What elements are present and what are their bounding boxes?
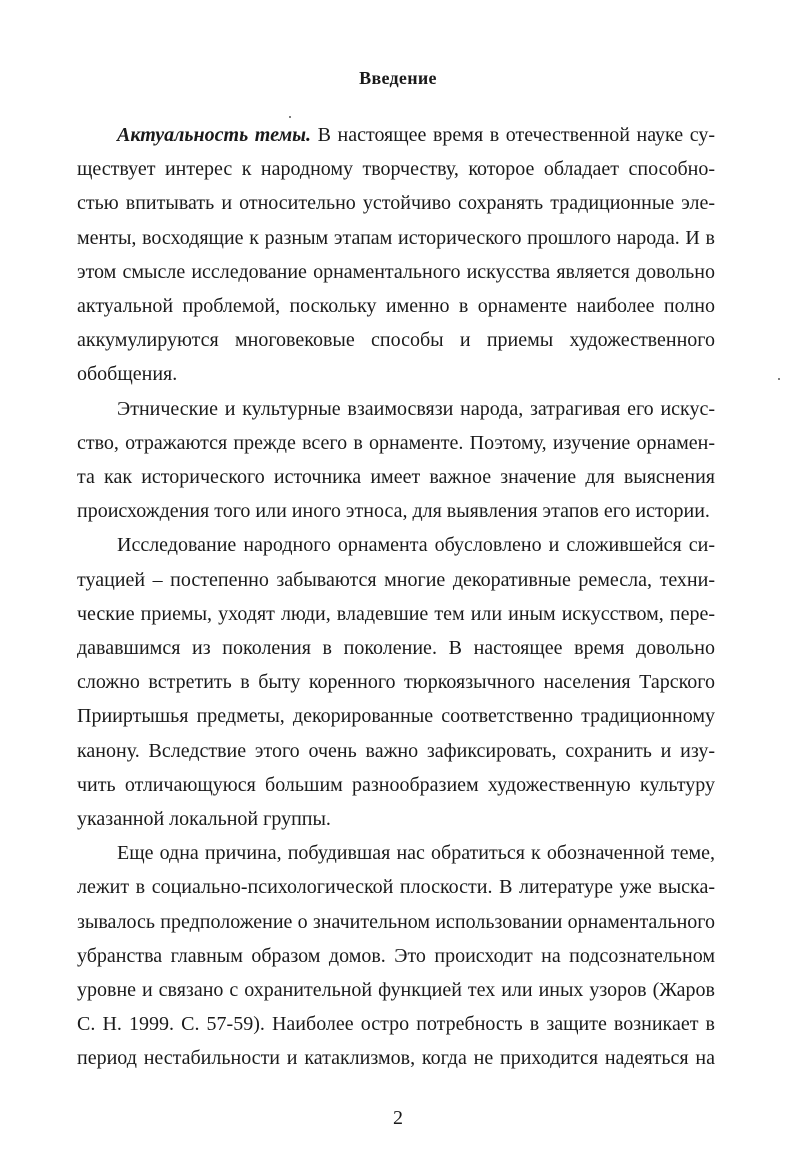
paragraph-research-situation: [77, 528, 715, 836]
paragraph-ethnic-links: [77, 392, 715, 529]
text-line: туацией – постепенно забываются многие декоративные ремесла, техни-: [77, 568, 715, 591]
scan-speck: [289, 116, 291, 118]
page-number: 2: [393, 1107, 403, 1129]
paragraph-relevance: [77, 118, 715, 392]
text-line: та как исторического источника имеет важное значение для выяснения: [77, 466, 715, 489]
text-line: происхождения того или иного этноса, для выявления этапов его истории.: [77, 500, 710, 523]
text-line: дававшимся из поколения в поколение. В настоящее время довольно: [77, 637, 715, 660]
body-text: [77, 118, 715, 1076]
text-line: Актуальность темы. В настоящее время в отечественной науке су-: [117, 124, 715, 146]
text-line: обобщения.: [77, 363, 178, 386]
text-line: Еще одна причина, побудившая нас обратиться к обозначенной теме,: [117, 842, 715, 865]
paragraph-psychological-reason: [77, 836, 715, 1075]
text-line: указанной локальной группы.: [77, 808, 331, 831]
section-title: Введение: [359, 68, 437, 88]
text-line: сложно встретить в быту коренного тюркоязычного населения Тарского: [77, 671, 715, 694]
text-line: чить отличающуюся большим разнообразием художественную культуру: [77, 773, 715, 796]
scan-speck: [778, 378, 780, 380]
text-line: ство, отражаются прежде всего в орнаменте. Поэтому, изучение орнамен-: [77, 431, 715, 454]
text-line: зывалось предположение о значительном использовании орнаментального: [77, 910, 715, 933]
text-line: Исследование народного орнамента обусловлено и сложившейся си-: [117, 534, 715, 557]
text-line: актуальной проблемой, поскольку именно в орнаменте наиболее полно: [77, 295, 715, 318]
text-line: С. Н. 1999. С. 57-59). Наиболее остро потребность в защите возникает в: [77, 1013, 715, 1036]
text-line: Этнические и культурные взаимосвязи народа, затрагивая его искус-: [117, 397, 715, 420]
paragraph-lead: Актуальность темы.: [117, 124, 312, 146]
text-line: менты, восходящие к разным этапам исторического прошлого народа. И в: [77, 226, 715, 249]
text-line: этом смысле исследование орнаментального искусства является довольно: [77, 260, 715, 283]
text-line: аккумулируются многовековые способы и приемы художественного: [77, 329, 715, 352]
text-line: уровне и связано с охранительной функцией тех или иных узоров (Жаров: [77, 979, 715, 1002]
text-line: ществует интерес к народному творчеству, которое обладает способно-: [77, 158, 715, 181]
text-line: период нестабильности и катаклизмов, когда не приходится надеяться на: [77, 1047, 715, 1070]
text-line: Прииртышья предметы, декорированные соответственно традиционному: [77, 705, 715, 728]
text-line: стью впитывать и относительно устойчиво сохранять традиционные эле-: [77, 192, 715, 215]
text-line: ческие приемы, уходят люди, владевшие тем или иным искусством, пере-: [77, 602, 715, 625]
text-line: канону. Вследствие этого очень важно зафиксировать, сохранить и изу-: [77, 739, 715, 762]
text-line: убранства главным образом домов. Это происходит на подсознательном: [77, 944, 715, 967]
text-line: лежит в социально-психологической плоскости. В литературе уже выска-: [77, 876, 715, 899]
